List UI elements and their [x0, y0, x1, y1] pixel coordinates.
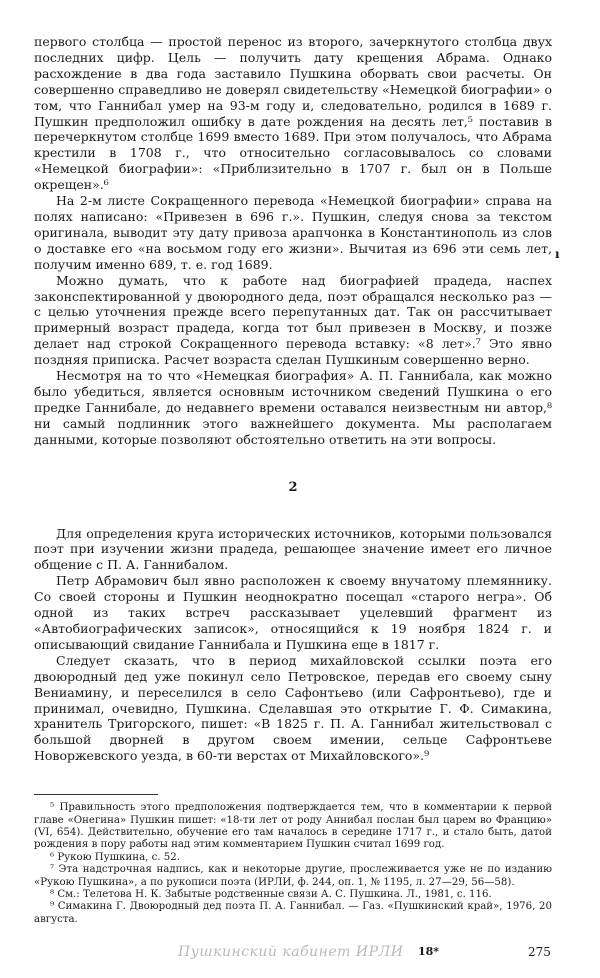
margin-mark: ı — [555, 247, 560, 261]
footnote: ⁸ См.: Телетова Н. К. Забытые родственные связи А. С. Пушкина. Л., 1981, с. 116. — [50, 889, 492, 900]
footnote: ⁹ Симакина Г. Двоюродный дед поэта П. А. Ганнибал. — Газ. «Пушкинский край», 1976, 20 августа. — [34, 901, 552, 925]
section-number: 2 — [288, 479, 298, 495]
paragraph: Можно думать, что к работе над биографией прадеда, наспех законспектированной у двоюродного деда, поэт обращался несколько раз — с целью уточнения прежде всего перепутанных дат. Так он рассчитывает примерный возраст прадеда, когда тот был привезен в Москву, и позже делает над строкой Сокращенного перевода вставку: «8 лет».⁷ Это явно поздняя приписка. Расчет возраста сделан Пушкиным совершенно верно. — [34, 272, 552, 368]
signature-mark: 18* — [418, 945, 440, 958]
footnote: ⁷ Эта надстрочная надпись, как и некоторые другие, прослеживается уже не по изданию «Рукою Пушкина», а по рукописи поэта (ИРЛИ, ф. 244, оп. 1, № 1195, л. 27—29, 56—58). — [34, 864, 552, 888]
paragraph: Несмотря на то что «Немецкая биография» А. П. Ганнибала, как можно было убедиться, является основным источником сведений Пушкина о его предке Ганнибале, до недавнего времени оставался неизвестным ни автор,⁸ ни самый подлинник этого важнейшего документа. Мы располагаем данными, которые позволяют обстоятельно ответить на эти вопросы. — [34, 368, 552, 447]
footnote-divider — [34, 794, 158, 795]
page-footer — [0, 944, 600, 964]
paragraph: Петр Абрамович был явно расположен к своему внучатому племяннику. Со своей стороны и Пушкин неоднократно посещал «старого негра». Об одной из таких встреч рассказывает уцелевший фрагмент из «Автобиографических записок», относящийся к 19 ноября 1824 г. и описывающий свидание Ганнибала и Пушкина еще в 1817 г. — [34, 573, 552, 652]
footnote: ⁵ Правильность этого предположения подтверждается тем, что в комментарии к первой главе «Онегина» Пушкин пишет: «18-ти лет от роду Аннибал послан был царем во Францию» (VI, 654). Действительно, обучение его там началось в середине 1717 г., и стало быть, датой рождения в пору работы над этим комментарием Пушкин считал 1699 год. — [34, 802, 552, 851]
paragraph: Для определения круга исторических источников, которыми пользовался поэт при изучении жизни прадеда, решающее значение имеет его личное общение с П. А. Ганнибалом. — [34, 525, 552, 573]
paragraph: Следует сказать, что в период михайловской ссылки поэта его двоюродный дед уже покинул село Петровское, передав его своему сыну Вениамину, и переселился в село Сафонтьево (или Сафронтьево), где и принимал, очевидно, Пушкина. Сделавшая это открытие Г. Ф. Симакина, хранитель Тригорского, пишет: «В 1825 г. П. А. Ганнибал жительствовал с большой дворней в другом своем имении, сельце Сафронтьеве Новоржевского уезда, в 60-ти верстах от Михайловского».⁹ — [34, 652, 552, 764]
footnote: ⁶ Рукою Пушкина, с. 52. — [50, 851, 181, 863]
watermark: Пушкинский кабинет ИРЛИ — [178, 944, 404, 960]
page-number: 275 — [528, 945, 551, 959]
paragraph: первого столбца — простой перенос из второго, зачеркнутого столбца двух последних цифр. Цель — получить дату крещения Абрама. Однако расхождение в два года заставило Пушкина оборвать свои расчеты. Он совершенно справедливо не доверял свидетельству «Немецкой биографии» о том, что Ганнибал умер на 93-м году и, следовательно, родился в 1689 г. Пушкин предположил ошибку в дате рождения на десять лет,⁵ поставив в перечеркнутом столбце 1699 вместо 1689. При этом получалось, что Абрама крестили в 1708 г., что относительно согласовывалось со словами «Немецкой биографии»: «Приблизительно в 1707 г. был он в Польше окрещен».⁶ — [34, 34, 552, 193]
page-body — [34, 34, 552, 926]
paragraph: На 2-м листе Сокращенного перевода «Немецкой биографии» справа на полях написано: «Привезен в 696 г.». Пушкин, следуя снова за текстом оригинала, выводит эту дату привоза арапчонка в Константинополь из слов о доставке его «на восьмом году его жизни». Вычитая из 696 эти семь лет, получим именно 689, т. е. год 1689. — [34, 193, 552, 272]
